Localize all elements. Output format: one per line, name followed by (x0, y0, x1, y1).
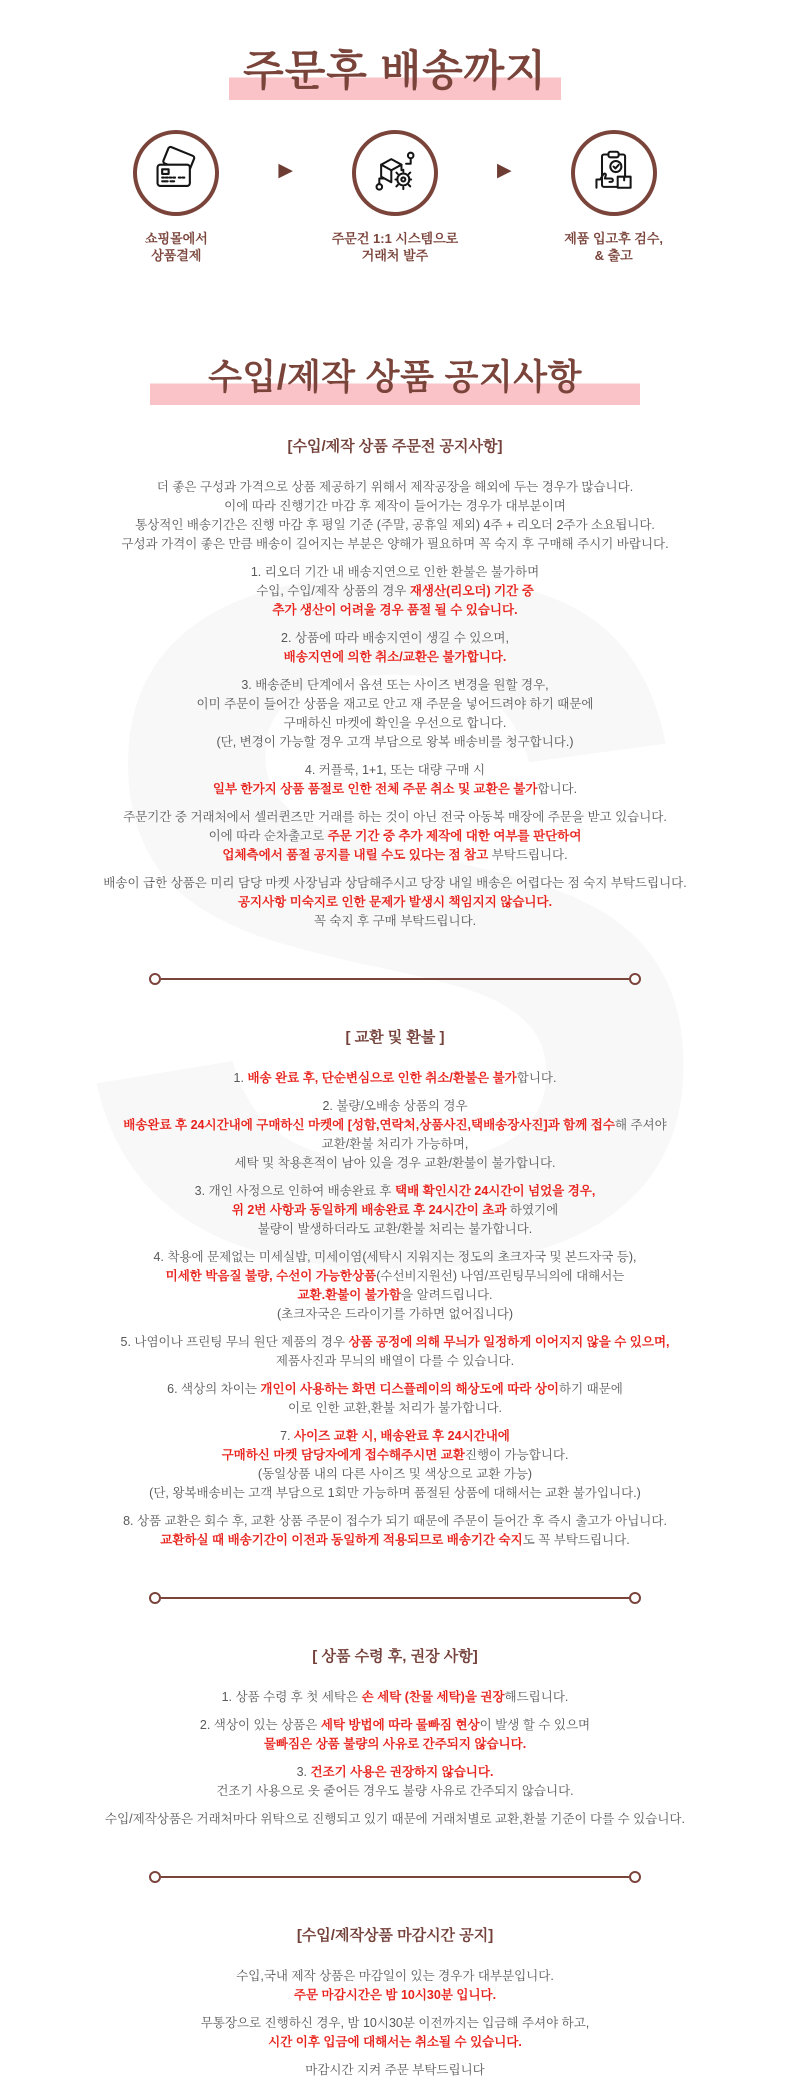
notice-line: 위 2번 사항과 동일하게 배송완료 후 24시간이 초과 하였기에 (231, 1203, 559, 1217)
notice-paragraph (63, 1182, 727, 1239)
content (45, 0, 745, 2080)
notice-header (45, 356, 745, 400)
notice-line: 구성과 가격이 좋은 만큼 배송이 길어지는 부분은 양해가 필요하며 꼭 숙지 후 구매해 주시기 바랍니다. (121, 537, 669, 551)
notice-line: 세탁 및 착용흔적이 남아 있을 경우 교환/환불이 불가합니다. (234, 1156, 556, 1170)
notice-paragraph (63, 1512, 727, 1550)
notice-line: 불량이 발생하더라도 교환/환불 처리는 불가합니다. (257, 1222, 533, 1236)
notice-line: (단, 왕복배송비는 고객 부담으로 1회만 가능하며 품절된 상품에 대해서는 교환 불가입니다.) (149, 1486, 641, 1500)
divider-endpoint-circle (629, 1871, 641, 1883)
notice-line: 수입, 수입/제작 상품의 경우 재생산(리오더) 기간 중 (256, 584, 534, 598)
notice-line: 제품사진과 무늬의 배열이 다를 수 있습니다. (275, 1354, 515, 1368)
process-step-label: 제품 입고후 검수, & 출고 (564, 231, 663, 263)
process-step-label: 주문건 1:1 시스템으로 거래처 발주 (331, 231, 459, 263)
page-title (45, 0, 745, 96)
process-step (88, 130, 264, 264)
process-step-circle (352, 130, 438, 216)
divider-endpoint-circle (149, 1592, 161, 1604)
notice-line: 이에 따라 진행기간 마감 후 제작이 들어가는 경우가 대부분이며 (224, 499, 566, 513)
divider-endpoint-circle (629, 1592, 641, 1604)
notice-line: 주문기간 중 거래처에서 셀러퀸즈만 거래를 하는 것이 아닌 전국 아동복 매장에 주문을 받고 있습니다. (123, 810, 667, 824)
section-divider (149, 1871, 641, 1883)
notice-paragraph (63, 2061, 727, 2080)
notice-line: 4. 커플룩, 1+1, 또는 대량 구매 시 (304, 763, 486, 777)
notice-line: 5. 나염이나 프린팅 무늬 원단 제품의 경우 상품 공정에 의해 무늬가 일정하게 이어지지 않을 수 있으며, (120, 1335, 670, 1349)
notice-line: 공지사항 미숙지로 인한 문제가 발생시 책임지지 않습니다. (237, 895, 553, 909)
section-title: [ 상품 수령 후, 권장 사항] (312, 1648, 478, 1665)
notice-line: 배송이 급한 상품은 미리 담당 마켓 사장님과 상담해주시고 당장 내일 배송은 어렵다는 점 숙지 부탁드립니다. (103, 876, 687, 890)
notice-line: 3. 건조기 사용은 권장하지 않습니다. (296, 1765, 494, 1779)
notice-paragraph (63, 874, 727, 931)
notice-paragraph (63, 1763, 727, 1801)
notice-line: 8. 상품 교환은 회수 후, 교환 상품 주문이 접수가 되기 때문에 주문이 들어간 후 즉시 출고가 아닙니다. (123, 1514, 667, 1528)
order-process-flow (45, 130, 745, 264)
section-divider (149, 1592, 641, 1604)
notice-line: (단, 변경이 가능할 경우 고객 부담으로 왕복 배송비를 청구합니다.) (216, 735, 574, 749)
notice-line: 2. 불량/오배송 상품의 경우 (322, 1099, 468, 1113)
divider-line (161, 1597, 629, 1599)
notice-paragraph (63, 676, 727, 752)
notice-line: 마감시간 지켜 주문 부탁드립니다 (305, 2063, 485, 2077)
arrow-right-icon: ▶ (278, 160, 293, 181)
notice-paragraph (63, 1097, 727, 1173)
order-system-icon (371, 149, 419, 197)
notice-line: 배송완료 후 24시간내에 구매하신 마켓에 [성함,연락처,상품사진,택배송장사진]과 함께 접수해 주셔야 (123, 1118, 667, 1132)
notice-line: 이로 인한 교환,환불 처리가 불가합니다. (287, 1401, 503, 1415)
notice-line: 6. 색상의 차이는 개인이 사용하는 화면 디스플레이의 해상도에 따라 상이하기 때문에 (167, 1382, 623, 1396)
notice-paragraph (63, 1069, 727, 1088)
page-title-highlight: 주문후 배송까지 (229, 47, 561, 100)
process-step (526, 130, 702, 264)
notice-line: 무통장으로 진행하신 경우, 밤 10시30분 이전까지는 입금해 주셔야 하고, (200, 2016, 590, 2030)
section-title: [수입/제작상품 마감시간 공지] (296, 1927, 494, 1944)
notice-line: (동일상품 내의 다른 사이즈 및 색상으로 교환 가능) (257, 1467, 533, 1481)
divider-line (161, 978, 629, 980)
notice-line: 1. 배송 완료 후, 단순변심으로 인한 취소/환불은 불가합니다. (233, 1071, 557, 1085)
notice-line: 배송지연에 의한 취소/교환은 불가합니다. (283, 650, 507, 664)
process-step-circle (571, 130, 657, 216)
notice-line: 미세한 박음질 불량, 수선이 가능한상품(수선비지원선) 나염/프린팅무늬의에 대해서는 (165, 1269, 625, 1283)
divider-endpoint-circle (149, 1871, 161, 1883)
divider-endpoint-circle (149, 973, 161, 985)
divider-endpoint-circle (629, 973, 641, 985)
section-title: [수입/제작 상품 주문전 공지사항] (287, 438, 503, 455)
notice-line: 2. 상품에 따라 배송지연이 생길 수 있으며, (281, 631, 509, 645)
notice-paragraph (63, 1380, 727, 1418)
notice-line: 건조기 사용으로 옷 줄어든 경우도 불량 사유로 간주되지 않습니다. (216, 1784, 574, 1798)
notice-line: 4. 착용에 문제없는 미세실밥, 미세이염(세탁시 지워지는 정도의 초크자국 및 본드자국 등), (153, 1250, 637, 1264)
notice-line: 시간 이후 입금에 대해서는 취소될 수 있습니다. (268, 2035, 522, 2049)
notice-line: 교환하실 때 배송기간이 이전과 동일하게 적용되므로 배송기간 숙지도 꼭 부탁드립니다. (160, 1533, 630, 1547)
section-title: [ 교환 및 환불 ] (345, 1029, 445, 1046)
notice-paragraph (63, 761, 727, 799)
notice-line: 물빠짐은 상품 불량의 사유로 간주되지 않습니다. (263, 1737, 527, 1751)
notice-line: 수입,국내 제작 상품은 마감일이 있는 경우가 대부분입니다. (236, 1969, 554, 1983)
notice-header-highlight: 수입/제작 상품 공지사항 (150, 358, 640, 405)
notice-paragraph (63, 1716, 727, 1754)
notice-paragraph (63, 478, 727, 554)
process-step-circle (133, 130, 219, 216)
page-root (45, 0, 745, 2077)
notice-paragraph (63, 2014, 727, 2052)
process-step-label: 쇼핑몰에서 상품결제 (144, 231, 208, 263)
notice-line: 꼭 숙지 후 구매 부탁드립니다. (313, 914, 477, 928)
notice-line: 추가 생산이 어려울 경우 품절 될 수 있습니다. (272, 603, 518, 617)
notice-line: 1. 상품 수령 후 첫 세탁은 손 세탁 (찬물 세탁)을 권장해드립니다. (221, 1690, 569, 1704)
notice-line: 이에 따라 순차출고로 주문 기간 중 추가 제작에 대한 여부를 판단하여 (208, 829, 582, 843)
notice-line: 교환/환불 처리가 가능하며, (321, 1137, 469, 1151)
notice-line: 3. 개인 사정으로 인하여 배송완료 후 택배 확인시간 24시간이 넘었을 경우, (194, 1184, 596, 1198)
notice-body (45, 436, 745, 2080)
notice-paragraph (63, 1810, 727, 1829)
notice-line: 이미 주문이 들어간 상품을 재고로 안고 재 주문을 넣어드려야 하기 때문에 (196, 697, 594, 711)
receiving-inspection-icon (590, 149, 638, 197)
process-step (307, 130, 483, 264)
notice-paragraph (63, 808, 727, 865)
notice-line: 구매하신 마켓 담당자에게 접수해주시면 교환진행이 가능합니다. (221, 1448, 569, 1462)
notice-paragraph (63, 1333, 727, 1371)
notice-paragraph (63, 1688, 727, 1707)
notice-paragraph (63, 1248, 727, 1324)
notice-line: 구매하신 마켓에 확인을 우선으로 합니다. (283, 716, 507, 730)
notice-line: 업체측에서 품절 공지를 내릴 수도 있다는 점 참고 부탁드립니다. (222, 848, 568, 862)
notice-line: 3. 배송준비 단계에서 옵션 또는 사이즈 변경을 원할 경우, (241, 678, 549, 692)
notice-line: (초크자국은 드라이기를 가하면 없어집니다) (276, 1307, 514, 1321)
arrow-right-icon: ▶ (497, 160, 512, 181)
divider-line (161, 1876, 629, 1878)
notice-line: 1. 리오더 기간 내 배송지연으로 인한 환불은 불가하며 (250, 565, 540, 579)
notice-paragraph (63, 1967, 727, 2005)
notice-line: 수입/제작상품은 거래처마다 위탁으로 진행되고 있기 때문에 거래처별로 교환,환불 기준이 다를 수 있습니다. (105, 1812, 685, 1826)
notice-line: 7. 사이즈 교환 시, 배송완료 후 24시간내에 (280, 1429, 510, 1443)
section-divider (149, 973, 641, 985)
card-payment-icon (152, 149, 200, 197)
notice-line: 주문 마감시간은 밤 10시30분 입니다. (293, 1988, 497, 2002)
notice-line: 통상적인 배송기간은 진행 마감 후 평일 기준 (주말, 공휴일 제외) 4주 + 리오더 2주가 소요됩니다. (135, 518, 655, 532)
notice-line: 2. 색상이 있는 상품은 세탁 방법에 따라 물빠짐 현상이 발생 할 수 있으며 (199, 1718, 591, 1732)
notice-paragraph (63, 629, 727, 667)
notice-line: 더 좋은 구성과 가격으로 상품 제공하기 위해서 제작공장을 해외에 두는 경우가 많습니다. (156, 480, 634, 494)
notice-line: 일부 한가지 상품 품절로 인한 전체 주문 취소 및 교환은 불가합니다. (212, 782, 578, 796)
notice-line: 교환.환불이 불가함을 알려드립니다. (297, 1288, 493, 1302)
notice-paragraph (63, 563, 727, 620)
notice-paragraph (63, 1427, 727, 1503)
